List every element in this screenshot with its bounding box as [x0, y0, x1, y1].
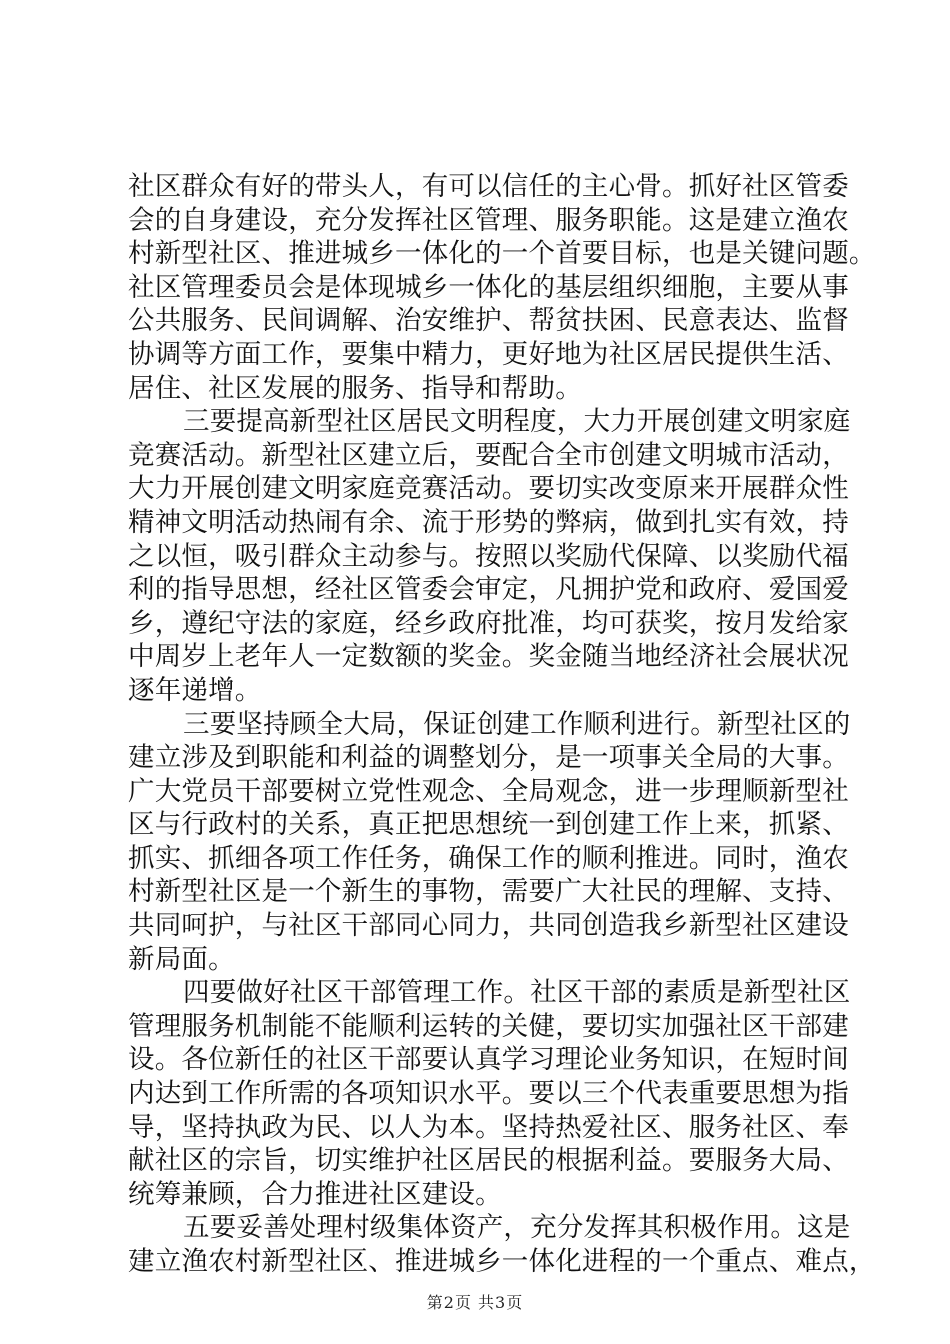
page-number-footer: 第2页 共3页 — [426, 1293, 524, 1312]
text-line: 之以恒，吸引群众主动参与。按照以奖励代保障、以奖励代福 — [128, 540, 849, 572]
text-line: 逐年递增。 — [128, 674, 262, 706]
text-line: 建立涉及到职能和利益的调整划分，是一项事关全局的大事。 — [128, 742, 849, 774]
text-line: 抓实、抓细各项工作任务，确保工作的顺利推进。同时，渔农 — [128, 842, 849, 874]
paragraph-start-line: 三要坚持顾全大局，保证创建工作顺利进行。新型社区的 — [183, 708, 851, 740]
text-line: 会的自身建设，充分发挥社区管理、服务职能。这是建立渔农 — [128, 204, 849, 236]
paragraph-start-line: 四要做好社区干部管理工作。社区干部的素质是新型社区 — [183, 977, 851, 1009]
text-line: 导，坚持执政为民、以人为本。坚持热爱社区、服务社区、奉 — [128, 1111, 849, 1143]
text-line: 设。各位新任的社区干部要认真学习理论业务知识，在短时间 — [128, 1044, 849, 1076]
text-line: 村新型社区是一个新生的事物，需要广大社民的理解、支持、 — [128, 876, 849, 908]
text-line: 共同呵护，与社区干部同心同力，共同创造我乡新型社区建设 — [128, 910, 849, 942]
text-line: 村新型社区、推进城乡一体化的一个首要目标，也是关键问题。 — [128, 238, 876, 270]
text-line: 社区群众有好的带头人，有可以信任的主心骨。抓好社区管委 — [128, 171, 849, 202]
text-line: 公共服务、民间调解、治安维护、帮贫扶困、民意表达、监督 — [128, 305, 849, 337]
text-line: 社区管理委员会是体现城乡一体化的基层组织细胞，主要从事 — [128, 271, 849, 303]
text-line: 乡，遵纪守法的家庭，经乡政府批准，均可获奖，按月发给家 — [128, 607, 849, 639]
text-line: 竞赛活动。新型社区建立后，要配合全市创建文明城市活动， — [128, 439, 849, 471]
text-line: 区与行政村的关系，真正把思想统一到创建工作上来，抓紧、 — [128, 809, 849, 841]
text-line: 协调等方面工作，要集中精力，更好地为社区居民提供生活、 — [128, 338, 849, 370]
text-line: 利的指导思想，经社区管委会审定，凡拥护党和政府、爱国爱 — [128, 574, 849, 606]
text-line: 内达到工作所需的各项知识水平。要以三个代表重要思想为指 — [128, 1078, 849, 1110]
text-line: 管理服务机制能不能顺利运转的关健，要切实加强社区干部建 — [128, 1010, 849, 1042]
text-line: 居住、社区发展的服务、指导和帮助。 — [128, 372, 582, 404]
text-line: 献社区的宗旨，切实维护社区居民的根据利益。要服务大局、 — [128, 1145, 849, 1177]
paragraph-start-line: 三要提高新型社区居民文明程度，大力开展创建文明家庭 — [183, 406, 851, 438]
paragraph-start-line: 五要妥善处理村级集体资产，充分发挥其积极作用。这是 — [183, 1212, 851, 1244]
text-line: 精神文明活动热闹有余、流于形势的弊病，做到扎实有效，持 — [128, 506, 849, 538]
text-line: 大力开展创建文明家庭竞赛活动。要切实改变原来开展群众性 — [128, 473, 849, 505]
text-line: 建立渔农村新型社区、推进城乡一体化进程的一个重点、难点， — [128, 1246, 876, 1277]
text-line: 广大党员干部要树立党性观念、全局观念，进一步理顺新型社 — [128, 775, 849, 807]
text-line: 新局面。 — [128, 943, 235, 975]
text-line: 统筹兼顾，合力推进社区建设。 — [128, 1178, 502, 1210]
text-line: 中周岁上老年人一定数额的奖金。奖金随当地经济社会展状况 — [128, 641, 849, 673]
document-body — [128, 170, 876, 1279]
